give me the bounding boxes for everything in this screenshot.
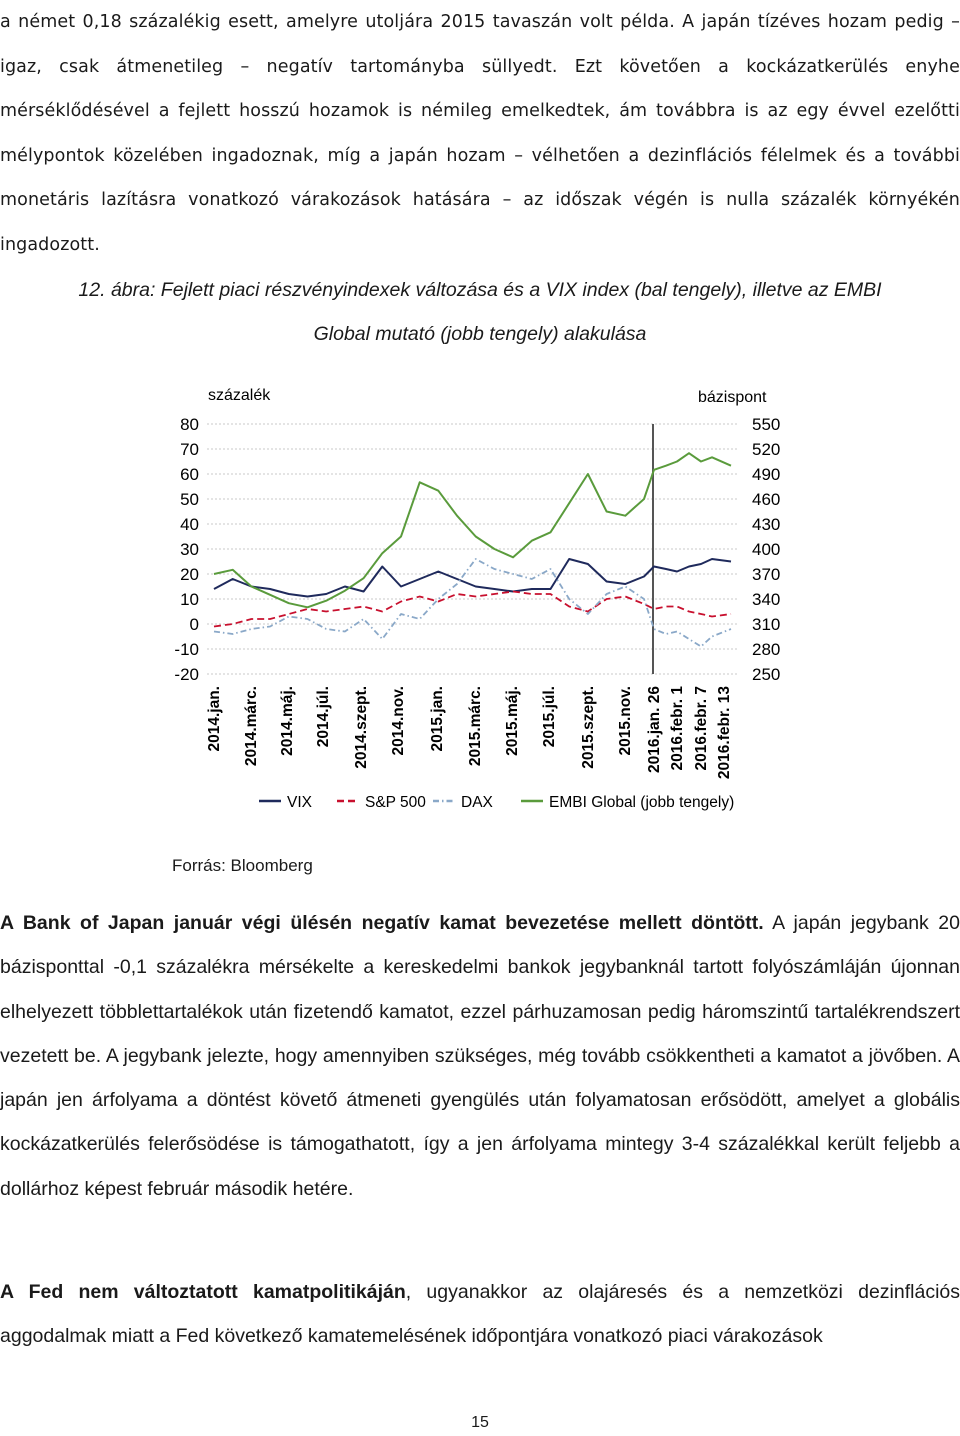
x-tick-label — [390, 686, 407, 756]
boj-paragraph-text: A japán jegybank 20 bázisponttal -0,1 százalékra mérsékelte a kereskedelmi bankok jegybanknál tartott folyószámláján újonnan elhelyezett többlettartalékok után fizetendő kamatot, ezzel párhuzamosan pedig háromszintű tartalékrendszert vezetett be. A jegybank jelezte, hogy amennyiben szükséges, még tovább csökkentheti a kamatot a jövőben. A japán jen árfolyama a döntést követő átmeneti gyengülés után folyamatosan erősödött, amelyet a globális kockázatkerülés felerősödése is támogathatott, így a jen árfolyama mintegy 3-4 százalékkal került feljebb a dollárhoz képest február második hetére. — [0, 912, 960, 1200]
right-tick-label: 550 — [752, 415, 781, 434]
left-tick-label: -10 — [174, 640, 199, 659]
svg-text:2014.szept.: 2014.szept. — [353, 686, 370, 769]
right-tick-label: 250 — [752, 665, 781, 684]
right-tick-label: 520 — [752, 440, 781, 459]
x-tick-label — [467, 686, 484, 766]
fed-paragraph — [0, 1270, 960, 1359]
svg-text:2015.júl.: 2015.júl. — [541, 686, 558, 748]
svg-text:2014.jan.: 2014.jan. — [206, 686, 223, 752]
figure-caption-line2: Global mutató (jobb tengely) alakulása — [313, 323, 647, 345]
right-tick-label: 490 — [752, 465, 781, 484]
svg-text:2014.júl.: 2014.júl. — [315, 686, 332, 748]
left-tick-label: -20 — [174, 665, 199, 684]
figure-caption — [0, 268, 960, 356]
x-tick-label — [504, 686, 521, 756]
figure-source: Forrás: Bloomberg — [172, 856, 313, 875]
x-tick-label — [541, 686, 558, 747]
left-tick-label: 50 — [180, 490, 199, 509]
legend-label: VIX — [287, 794, 312, 811]
right-tick-label: 370 — [752, 565, 781, 584]
left-axis-ticks — [174, 415, 199, 684]
left-tick-label: 60 — [180, 465, 199, 484]
right-tick-label: 280 — [752, 640, 781, 659]
svg-text:2016.jan. 26: 2016.jan. 26 — [646, 686, 663, 774]
right-tick-label: 340 — [752, 590, 781, 609]
boj-paragraph-bold: A Bank of Japan január végi ülésén negatív kamat bevezetése mellett döntött. — [0, 912, 764, 934]
right-tick-label: 310 — [752, 615, 781, 634]
right-tick-label: 400 — [752, 540, 781, 559]
right-tick-label: 430 — [752, 515, 781, 534]
fed-paragraph-bold: A Fed nem változtatott kamatpolitikáján — [0, 1281, 406, 1303]
legend-label: S&P 500 — [365, 794, 426, 811]
svg-text:2014.márc.: 2014.márc. — [243, 686, 260, 767]
legend-label: DAX — [461, 794, 493, 811]
fed-paragraph-text: , ugyanakkor az olajáresés és a nemzetközi dezinflációs aggodalmak miatt a Fed következő kamatemelésének időpontjára vonatkozó piaci várakozások — [0, 1281, 960, 1348]
left-tick-label: 20 — [180, 565, 199, 584]
intro-paragraph: a német 0,18 százalékig esett, amelyre utoljára 2015 tavaszán volt példa. A japán tízéves hozam pedig – igaz, csak átmenetileg – negatív tartományba süllyedt. Ezt követően a kockázatkerülés enyhe mérséklődésével a fejlett hosszú hozamok is némileg emelkedtek, ám továbbra is az egy évvel ezelőtti mélypontok közelében ingadoznak, míg a japán hozam – vélhetően a dezinflációs félelmek és a további monetáris lazításra vonatkozó várakozások hatására – az időszak végén is nulla százalék környékén ingadozott. — [0, 12, 960, 255]
x-tick-label — [646, 686, 663, 773]
legend-label: EMBI Global (jobb tengely) — [549, 794, 735, 811]
x-tick-label — [279, 686, 296, 756]
x-tick-label — [429, 686, 446, 752]
svg-text:2014.nov.: 2014.nov. — [390, 686, 407, 756]
x-tick-label — [716, 686, 733, 779]
svg-text:2014.máj.: 2014.máj. — [279, 686, 296, 756]
svg-text:2015.nov.: 2015.nov. — [617, 686, 634, 756]
figure-caption-line1: 12. ábra: Fejlett piaci részvényindexek változása és a VIX index (bal tengely), illetve az EMBI — [78, 279, 882, 301]
x-tick-label — [693, 686, 710, 770]
svg-text:2016.febr. 13: 2016.febr. 13 — [716, 686, 733, 780]
left-tick-label: 40 — [180, 515, 199, 534]
x-tick-label — [669, 686, 686, 771]
left-tick-label: 10 — [180, 590, 199, 609]
svg-text:2016.febr. 7: 2016.febr. 7 — [693, 686, 710, 771]
left-tick-label: 0 — [189, 615, 199, 634]
boj-paragraph — [0, 901, 960, 1211]
right-axis-label: bázispont — [698, 389, 767, 406]
svg-text:2016.febr. 1: 2016.febr. 1 — [669, 686, 686, 771]
x-tick-label — [580, 686, 597, 769]
chart-legend — [259, 794, 734, 811]
x-axis-ticks — [206, 686, 733, 779]
left-tick-label: 30 — [180, 540, 199, 559]
x-tick-label — [243, 686, 260, 766]
x-tick-label — [315, 686, 332, 747]
x-tick-label — [353, 686, 370, 769]
svg-text:2015.márc.: 2015.márc. — [467, 686, 484, 767]
right-axis-ticks — [752, 415, 780, 684]
left-tick-label: 80 — [180, 415, 199, 434]
svg-text:2015.máj.: 2015.máj. — [504, 686, 521, 756]
svg-text:2015.szept.: 2015.szept. — [580, 686, 597, 769]
chart-grid — [207, 424, 737, 674]
x-tick-label — [617, 686, 634, 756]
left-axis-label: százalék — [208, 387, 271, 404]
svg-text:2015.jan.: 2015.jan. — [429, 686, 446, 752]
page-number: 15 — [471, 1414, 489, 1431]
right-tick-label: 460 — [752, 490, 781, 509]
left-tick-label: 70 — [180, 440, 199, 459]
chart — [0, 375, 960, 895]
x-tick-label — [206, 686, 223, 752]
